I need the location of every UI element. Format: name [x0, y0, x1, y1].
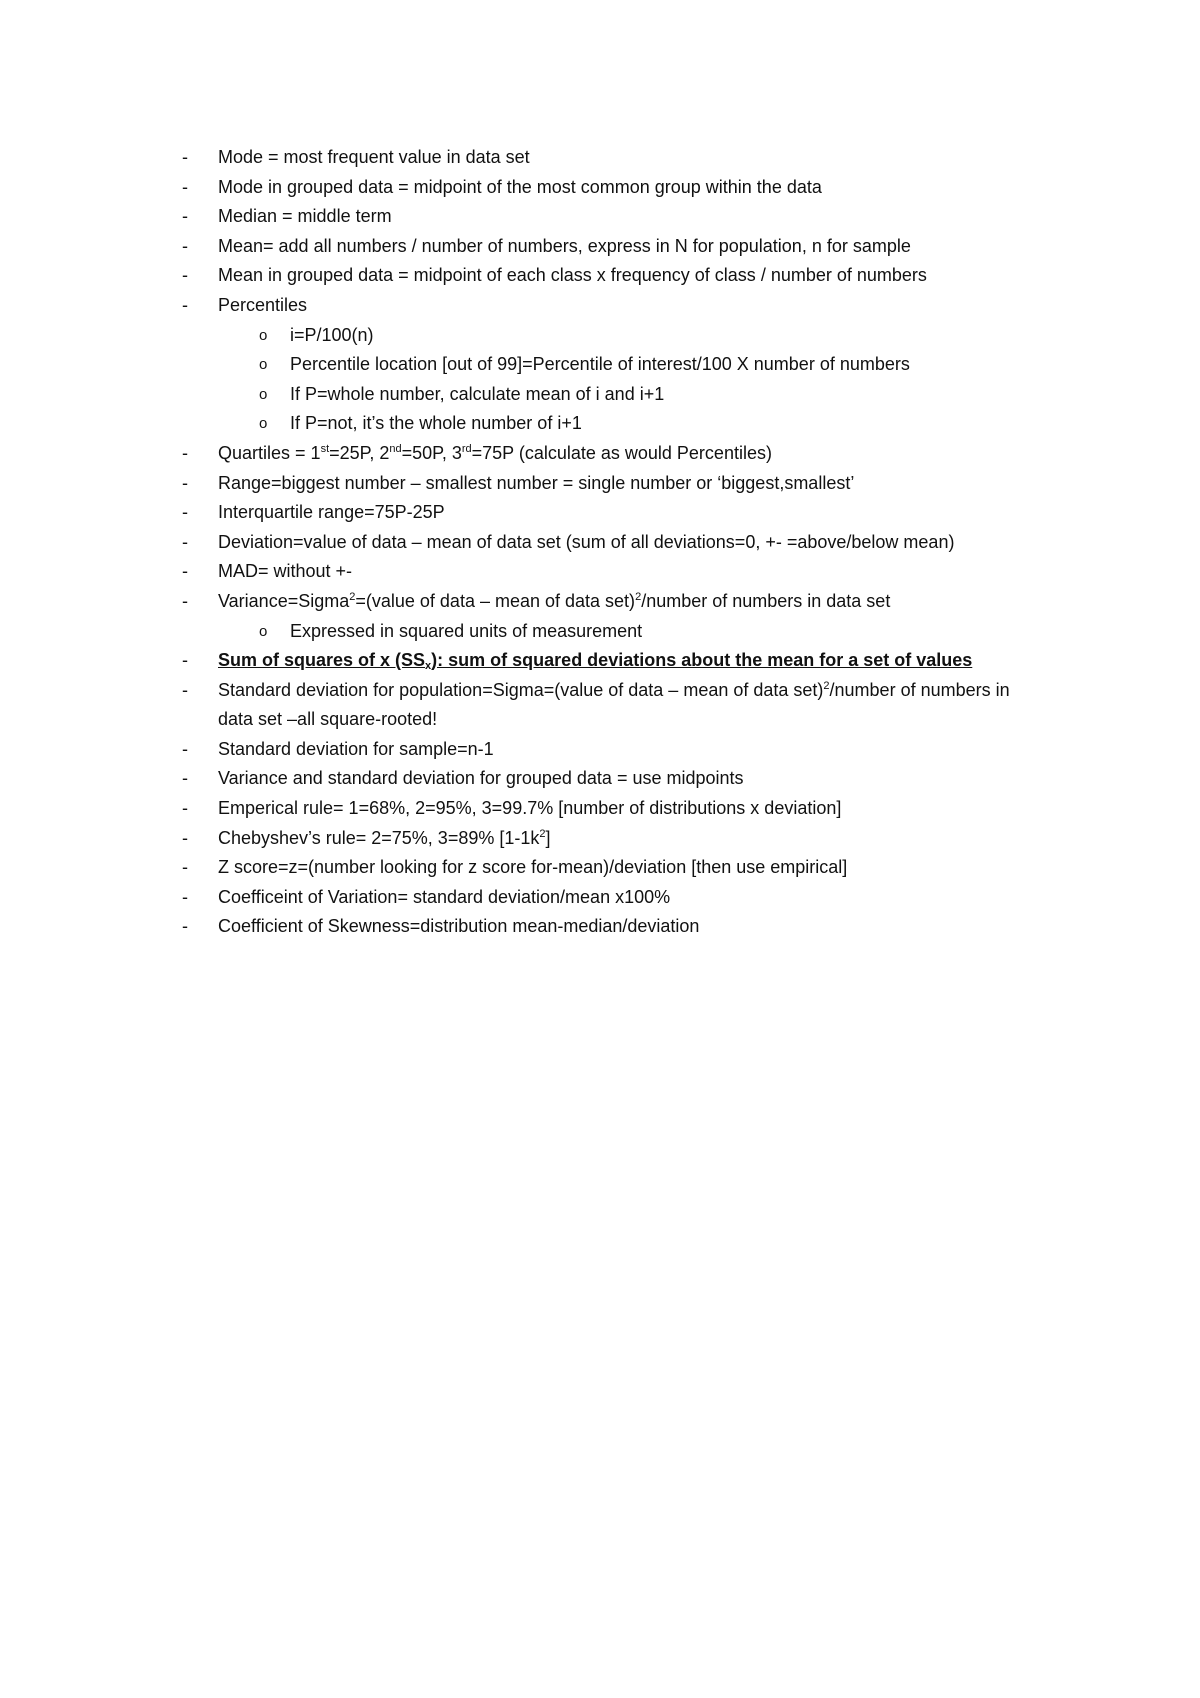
dash-bullet: -: [182, 827, 188, 848]
circle-bullet: o: [259, 622, 268, 640]
item-text: Z score=z=(number looking for z score for-mean)/deviation [then use empirical]: [218, 857, 848, 878]
circle-bullet: o: [259, 415, 268, 433]
dash-bullet: -: [182, 798, 188, 819]
dash-bullet: -: [182, 531, 188, 552]
list-item-deviation: [0, 528, 1200, 558]
item-text: Mode = most frequent value in data set: [218, 147, 530, 167]
dash-bullet: -: [182, 650, 188, 671]
item-text: Variance and standard deviation for grouped data = use midpoints: [218, 768, 744, 789]
item-text: Percentile location [out of 99]=Percentile of interest/100 X number of numbers: [290, 354, 910, 375]
circle-bullet: o: [259, 356, 268, 374]
dash-bullet: -: [182, 857, 188, 878]
item-text: Coefficient of Skewness=distribution mean-median/deviation: [218, 916, 700, 937]
list-item-grouped-variance: [0, 764, 1200, 794]
list-item-sum-of-squares: [0, 646, 1200, 676]
sub-item-squared-units: [0, 617, 1200, 647]
item-text: If P=whole number, calculate mean of i and i+1: [290, 383, 665, 404]
item-text: i=P/100(n): [290, 324, 374, 345]
list-item-std-dev-population: [0, 676, 1200, 735]
dash-bullet: -: [182, 235, 188, 256]
dash-bullet: -: [182, 768, 188, 789]
item-text: MAD= without +-: [218, 561, 353, 582]
list-item-coefficient-of-variation: [0, 883, 1200, 913]
dash-bullet: -: [182, 502, 188, 523]
dash-bullet: -: [182, 147, 188, 167]
item-text: Sum of squares of x $(SS_x)$: sum of squared deviations about the mean for a set of values: [218, 650, 973, 673]
dash-bullet: -: [182, 679, 188, 700]
item-text: Quartiles = 1st=25P, 2nd=50P, 3rd=75P (calculate as would Percentiles): [218, 442, 772, 463]
notes-list: [0, 143, 1200, 942]
circle-bullet: o: [259, 326, 268, 344]
dash-bullet: -: [182, 590, 188, 611]
item-text: Standard deviation for population=Sigma=(value of data – mean of data set)$^2$/number of numbers in data set –all square-rooted!: [218, 679, 1010, 730]
item-text: Percentiles: [218, 294, 308, 315]
item-text: Deviation=value of data – mean of data set (sum of all deviations=0, +- =above/below mean): [218, 531, 955, 552]
item-text: Interquartile range=75P-25P: [218, 502, 445, 523]
list-item-mode: [0, 143, 1200, 173]
list-item-chebyshev-rule: [0, 824, 1200, 854]
item-text: Mean= add all numbers / number of numbers, express in N for population, n for sample: [218, 235, 911, 256]
list-item-mad: [0, 557, 1200, 587]
list-item-z-score: [0, 853, 1200, 883]
dash-bullet: -: [182, 442, 188, 463]
sub-item-whole-number: [0, 380, 1200, 410]
dash-bullet: -: [182, 738, 188, 759]
dash-bullet: -: [182, 265, 188, 286]
dash-bullet: -: [182, 886, 188, 907]
sub-item-percentile-location: [0, 350, 1200, 380]
list-item-empirical-rule: [0, 794, 1200, 824]
item-text: Median = middle term: [218, 206, 392, 227]
item-text: Expressed in squared units of measurement: [290, 620, 643, 641]
list-item-mean-grouped: [0, 261, 1200, 291]
list-item-variance: [0, 587, 1200, 617]
dash-bullet: -: [182, 472, 188, 493]
list-item-mode-grouped: [0, 173, 1200, 203]
item-text: Range=biggest number – smallest number = single number or ‘biggest,smallest’: [218, 472, 855, 493]
item-text: Coefficeint of Variation= standard deviation/mean x100%: [218, 886, 671, 907]
dash-bullet: -: [182, 561, 188, 582]
circle-bullet: o: [259, 385, 268, 403]
item-text: Mode in grouped data = midpoint of the most common group within the data: [218, 176, 822, 197]
list-item-median: [0, 202, 1200, 232]
list-item-interquartile-range: [0, 498, 1200, 528]
list-item-range: [0, 469, 1200, 499]
item-text: Chebyshev’s rule= 2=75%, 3=89% $[1-1k^2]$: [218, 827, 551, 848]
dash-bullet: -: [182, 294, 188, 315]
item-text: Standard deviation for sample=n-1: [218, 738, 494, 759]
list-item-quartiles: [0, 439, 1200, 469]
list-item-mean: [0, 232, 1200, 262]
dash-bullet: -: [182, 206, 188, 227]
dash-bullet: -: [182, 176, 188, 197]
item-text: Emperical rule= 1=68%, 2=95%, 3=99.7% [number of distributions x deviation]: [218, 798, 842, 819]
dash-bullet: -: [182, 916, 188, 937]
list-item-coefficient-of-skewness: [0, 912, 1200, 942]
sub-item-not-whole-number: [0, 409, 1200, 439]
item-text: Mean in grouped data = midpoint of each class x frequency of class / number of numbers: [218, 265, 927, 286]
item-text: If P=not, it’s the whole number of i+1: [290, 413, 582, 434]
sub-item-percentile-formula: [0, 321, 1200, 351]
item-text: Variance=Sigma$^2$=(value of data – mean of data set)$^2$/number of numbers in data set: [218, 590, 891, 611]
list-item-percentiles: [0, 291, 1200, 321]
list-item-std-dev-sample: [0, 735, 1200, 765]
